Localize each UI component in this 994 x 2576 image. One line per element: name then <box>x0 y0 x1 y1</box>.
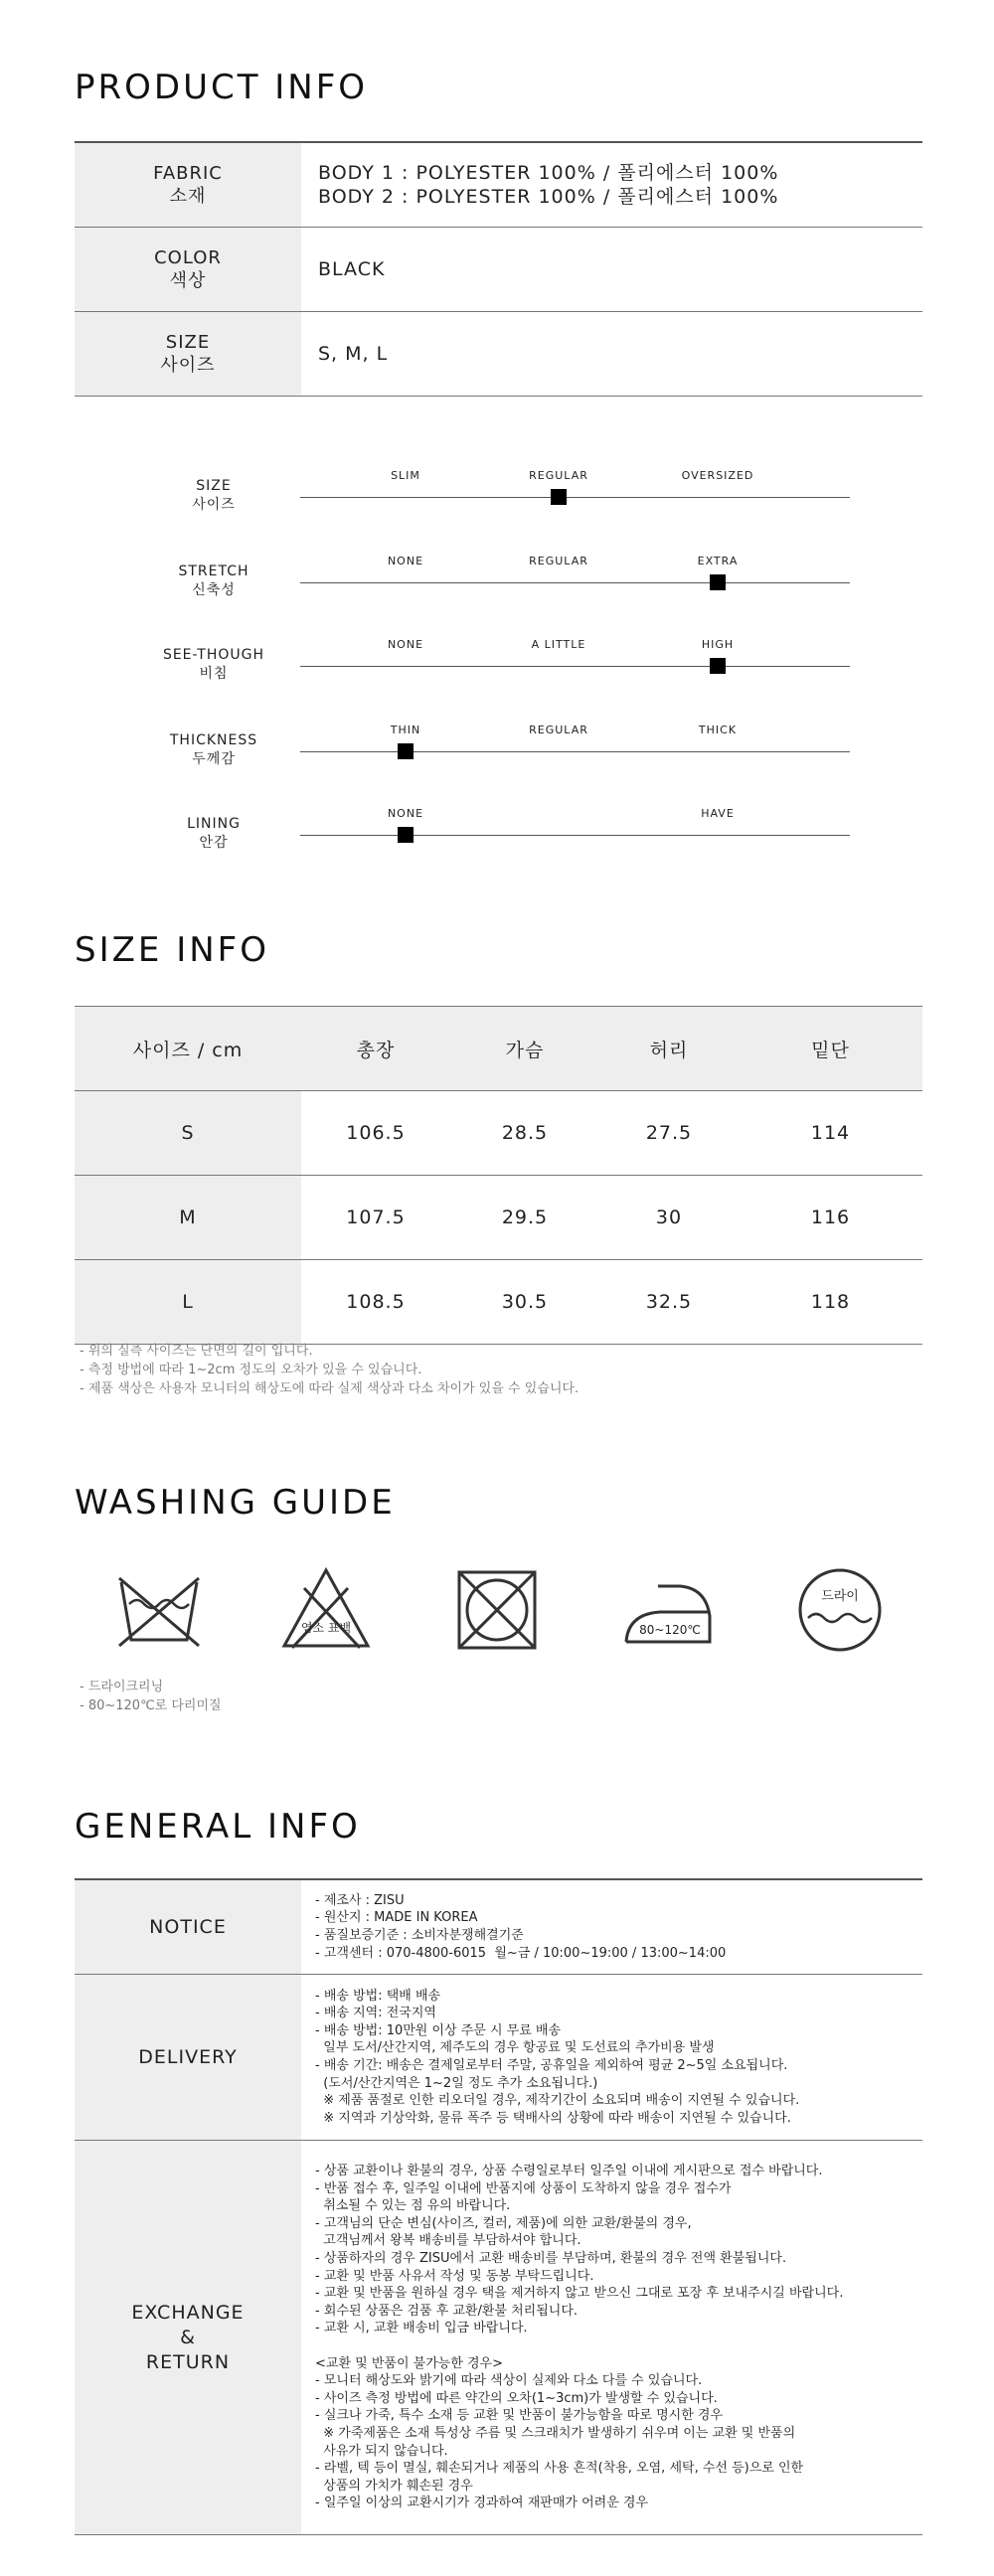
return-label: RETURN <box>145 2350 231 2373</box>
gauge-option: EXTRA <box>697 555 739 567</box>
gauge-option: REGULAR <box>529 724 588 736</box>
size-info-title: SIZE INFO <box>75 930 269 970</box>
notice-row <box>75 1880 922 1975</box>
info-line: - 모니터 해상도와 밝기에 따라 색상이 실제와 다소 다를 수 있습니다. <box>315 2373 703 2389</box>
size-value: S, M, L <box>318 343 389 365</box>
gauge-row <box>0 724 994 803</box>
info-line: - 교환 및 반품 사유서 작성 및 동봉 부탁드립니다. <box>315 2268 594 2284</box>
gauge-marker <box>551 489 567 505</box>
delivery-row <box>75 1975 922 2141</box>
row-header-ko: 소재 <box>169 186 207 207</box>
gauge-label <box>129 646 298 684</box>
washing-guide-title: WASHING GUIDE <box>75 1483 396 1523</box>
row-value <box>301 228 385 311</box>
gauge-option: NONE <box>387 555 424 567</box>
row-header <box>75 1880 301 1974</box>
delivery-text <box>301 1975 799 2140</box>
table-cell: 108.5 <box>346 1291 406 1313</box>
gauge-row <box>0 469 994 549</box>
row-header <box>75 2141 301 2534</box>
info-line: 일부 도서/산간지역, 제주도의 경우 항공료 및 도선료의 추가비용 발생 <box>315 2040 715 2056</box>
header-cell: 가슴 <box>505 1039 545 1061</box>
table-cell: 106.5 <box>346 1122 406 1144</box>
info-line: 고객님께서 왕복 배송비를 부담하셔야 합니다. <box>315 2233 581 2249</box>
gauge-line <box>300 835 850 836</box>
gauge-label <box>129 731 298 769</box>
dry-text: 드라이 <box>821 1589 859 1604</box>
gauge-label <box>129 815 298 853</box>
gauge-label-line: SIZE <box>196 478 232 494</box>
info-line: ※ 가죽제품은 소재 특성상 주름 및 스크래치가 발생하기 쉬우며 이는 교환 및 반품의 <box>315 2425 796 2441</box>
info-line: - 품질보증기준 : 소비자분쟁해결기준 <box>315 1928 524 1943</box>
table-cell: 30 <box>655 1207 683 1228</box>
row-header-en: FABRIC <box>153 163 223 184</box>
info-line: - 라벨, 텍 등이 멸실, 훼손되거나 제품의 사용 흔적(착용, 오염, 세탁, 수선 등)으로 인한 <box>315 2461 804 2477</box>
gauge-row <box>0 555 994 634</box>
info-line: <교환 및 반품이 불가능한 경우> <box>315 2355 504 2371</box>
gauge-line <box>300 666 850 667</box>
info-line: ※ 제품 품절로 인한 리오더일 경우, 제작기간이 소요되며 배송이 지연될 수 있습니다. <box>315 2093 800 2109</box>
header-cell: 허리 <box>649 1039 689 1061</box>
fabric-body1: BODY 1 : POLYESTER 100% / 폴리에스터 100% <box>318 162 779 184</box>
exchange-return-text <box>301 2141 843 2534</box>
ampersand-label: & <box>180 2326 196 2348</box>
table-row <box>75 1260 922 1345</box>
product-info-table <box>75 141 922 397</box>
info-line: - 교환 시, 교환 배송비 입금 바랍니다. <box>315 2321 528 2336</box>
size-cell: S <box>75 1091 301 1175</box>
general-info-table <box>75 1878 922 2535</box>
row-value <box>301 143 778 227</box>
size-cell: M <box>75 1176 301 1259</box>
gauge-label <box>129 563 298 600</box>
table-row <box>75 1091 922 1176</box>
gauge-label-line: STRETCH <box>178 564 249 579</box>
gauge-option: NONE <box>387 638 424 651</box>
info-line: - 배송 기간: 배송은 결제일로부터 주말, 공휴일을 제외하여 평균 2~5일 소요됩니다. <box>315 2058 788 2073</box>
gauge-line <box>300 582 850 583</box>
gauge-line <box>300 751 850 752</box>
gauge-row <box>0 807 994 886</box>
info-line: - 고객센터 : 070-4800-6015 월~금 / 10:00~19:00 / 13:00~14:00 <box>315 1945 727 1961</box>
gauge-option: SLIM <box>391 469 420 482</box>
gauge-option: THIN <box>390 724 421 736</box>
table-row <box>75 1176 922 1260</box>
info-line: - 교환 및 반품을 원하실 경우 택을 제거하지 않고 받으신 그대로 포장 후 보내주시길 바랍니다. <box>315 2286 844 2302</box>
iron-text: 80~120℃ <box>639 1623 701 1637</box>
info-line: - 배송 방법: 10만원 이상 주문 시 무료 배송 <box>315 2022 562 2038</box>
info-line: ※ 지역과 기상악화, 물류 폭주 등 택배사의 상황에 따라 배송이 지연될 수 있습니다. <box>315 2110 791 2126</box>
info-line: - 상품하자의 경우 ZISU에서 교환 배송비를 부담하며, 환불의 경우 전액 환불됩니다. <box>315 2251 787 2267</box>
row-header <box>75 228 301 311</box>
gauge-marker <box>710 658 726 674</box>
general-info-title: GENERAL INFO <box>75 1807 361 1847</box>
row-value <box>301 312 388 396</box>
note-line: - 측정 방법에 따라 1~2cm 정도의 오차가 있을 수 있습니다. <box>80 1363 422 1377</box>
note-line: - 위의 실측 사이즈는 단면의 길이 입니다. <box>80 1344 313 1359</box>
gauge-label-line: 두께감 <box>192 751 236 767</box>
info-line: - 사이즈 측정 방법에 따른 약간의 오차(1~3cm)가 발생할 수 있습니다. <box>315 2390 718 2406</box>
fabric-body2: BODY 2 : POLYESTER 100% / 폴리에스터 100% <box>318 186 779 208</box>
gauge-marker <box>710 574 726 590</box>
gauge-option: REGULAR <box>529 555 588 567</box>
color-row <box>75 228 922 312</box>
row-header-ko: 색상 <box>169 270 207 291</box>
header-cell: 밑단 <box>811 1039 850 1061</box>
table-cell: 29.5 <box>501 1207 549 1228</box>
row-header <box>75 1975 301 2140</box>
gauge-marker <box>398 827 414 843</box>
size-table <box>75 1006 922 1345</box>
bleach-text: 염소 표백 <box>300 1621 352 1635</box>
gauge-label-line: THICKNESS <box>169 732 258 748</box>
dry-clean-icon <box>790 1560 890 1660</box>
gauge-marker <box>398 743 414 759</box>
notice-label: NOTICE <box>149 1915 227 1938</box>
gauge-label-line: 사이즈 <box>192 497 236 513</box>
header-cell: 사이즈 / cm <box>132 1039 244 1061</box>
size-cell: L <box>75 1260 301 1344</box>
info-line <box>315 2337 843 2355</box>
table-cell: 114 <box>810 1122 851 1144</box>
note-line: - 제품 색상은 사용자 모니터의 해상도에 따라 실제 색상과 다소 차이가 있을 수 있습니다. <box>80 1381 580 1396</box>
table-header-row <box>75 1007 922 1091</box>
row-header <box>75 312 301 396</box>
note-line: - 80~120℃로 다리미질 <box>80 1698 222 1713</box>
exchange-return-row <box>75 2141 922 2535</box>
table-cell: 27.5 <box>645 1122 693 1144</box>
gauge-option: HAVE <box>701 807 735 820</box>
color-value: BLACK <box>318 258 386 280</box>
delivery-label: DELIVERY <box>138 2045 238 2068</box>
table-cell: 30.5 <box>501 1291 549 1313</box>
note-line: - 드라이크리닝 <box>80 1680 164 1694</box>
info-line: 사유가 되지 않습니다. <box>315 2443 448 2459</box>
gauge-line <box>300 497 850 498</box>
gauge-option: OVERSIZED <box>681 469 754 482</box>
product-info-title: PRODUCT INFO <box>75 68 369 107</box>
info-line: - 원산지 : MADE IN KOREA <box>315 1910 478 1926</box>
fabric-row <box>75 143 922 228</box>
gauge-option: NONE <box>387 807 424 820</box>
table-cell: 28.5 <box>501 1122 549 1144</box>
table-cell: 107.5 <box>346 1207 406 1228</box>
size-row <box>75 312 922 397</box>
no-bleach-icon <box>276 1560 376 1660</box>
gauge-label-line: SEE-THOUGH <box>162 647 265 663</box>
row-header-ko: 사이즈 <box>160 355 216 376</box>
table-cell: 118 <box>810 1291 851 1313</box>
info-line: - 회수된 상품은 검품 후 교환/환불 처리됩니다. <box>315 2303 579 2319</box>
gauge-label-line: 안감 <box>199 835 229 851</box>
header-cell: 총장 <box>356 1039 396 1061</box>
table-cell: 116 <box>810 1207 851 1228</box>
gauge-option: HIGH <box>701 638 735 651</box>
row-header-en: COLOR <box>154 247 222 268</box>
table-cell: 32.5 <box>645 1291 693 1313</box>
info-line: - 고객님의 단순 변심(사이즈, 컬러, 제품)에 의한 교환/환불의 경우, <box>315 2215 692 2231</box>
info-line: 취소될 수 있는 점 유의 바랍니다. <box>315 2198 511 2214</box>
gauge-label-line: 비침 <box>199 666 229 682</box>
info-line: - 제조사 : ZISU <box>315 1892 405 1908</box>
gauge-option: THICK <box>698 724 738 736</box>
info-line: - 배송 방법: 택배 배송 <box>315 1988 441 2004</box>
row-header <box>75 143 301 227</box>
washing-notes <box>80 1678 222 1715</box>
info-line: - 실크나 가죽, 특수 소재 등 교환 및 반품이 불가능함을 따로 명시한 경우 <box>315 2408 724 2424</box>
iron-icon <box>618 1560 718 1660</box>
info-line: (도서/산간지역은 1~2일 정도 추가 소요됩니다.) <box>315 2075 598 2091</box>
gauge-label-line: 신축성 <box>192 582 236 598</box>
info-line: - 반품 접수 후, 일주일 이내에 반품지에 상품이 도착하지 않을 경우 접수가 <box>315 2180 732 2196</box>
size-notes <box>80 1342 579 1398</box>
info-line: - 배송 지역: 전국지역 <box>315 2006 436 2021</box>
no-tumble-dry-icon <box>447 1560 547 1660</box>
gauge-label <box>129 477 298 515</box>
info-line: - 일주일 이상의 교환시기가 경과하여 재판매가 어려운 경우 <box>315 2496 649 2511</box>
notice-text <box>301 1880 726 1974</box>
gauge-option: A LITTLE <box>531 638 586 651</box>
gauge-label-line: LINING <box>187 816 241 832</box>
gauge-row <box>0 638 994 718</box>
gauge-option: REGULAR <box>529 469 588 482</box>
info-line: - 상품 교환이나 환불의 경우, 상품 수령일로부터 일주일 이내에 게시판으로 접수 바랍니다. <box>315 2164 823 2179</box>
no-wash-icon <box>109 1560 209 1660</box>
info-line: 상품의 가치가 훼손된 경우 <box>315 2478 473 2494</box>
exchange-label: EXCHANGE <box>131 2301 245 2324</box>
row-header-en: SIZE <box>165 332 211 353</box>
